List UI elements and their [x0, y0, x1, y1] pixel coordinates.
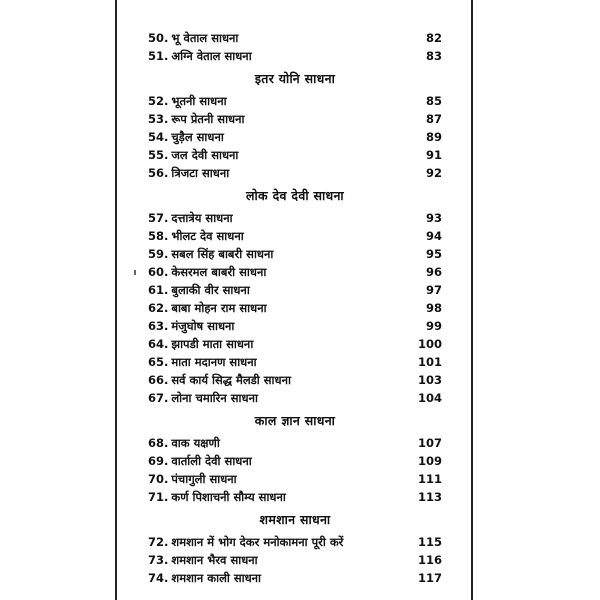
toc-entry [148, 353, 442, 371]
entry-number: 70. [148, 471, 169, 486]
entry-number: 59. [148, 246, 169, 261]
entry-number: 65. [148, 354, 169, 369]
entry-page: 104 [417, 391, 442, 405]
entry-title: केसरमल बाबरी साधना [171, 264, 267, 279]
entry-page: 89 [425, 130, 442, 144]
entry-page: 93 [425, 211, 442, 225]
entry-number: 71. [148, 489, 169, 504]
entry-title: शमशान भैरव साधना [171, 552, 258, 567]
entry-page: 100 [417, 337, 442, 351]
entry-number: 57. [148, 210, 169, 225]
section-heading: काल ज्ञान साधना [254, 413, 336, 428]
toc-entry [148, 92, 442, 110]
entry-title: वाक यक्षणी [171, 435, 220, 450]
left-border-line [115, 0, 117, 600]
entry-page: 85 [425, 94, 442, 108]
toc-entry [148, 317, 442, 335]
entry-page: 91 [425, 148, 442, 162]
toc-entry [148, 470, 442, 488]
entry-title: अग्नि वेताल साधना [171, 48, 252, 63]
toc-entry [148, 128, 442, 146]
entry-number: 61. [148, 282, 169, 297]
entry-number: 72. [148, 534, 169, 549]
toc-entry [148, 488, 442, 506]
entry-title: माता मदानण साधना [171, 354, 257, 369]
toc-entry [148, 281, 442, 299]
toc-section [148, 182, 442, 407]
right-border-line [471, 0, 473, 600]
scan-mark [134, 270, 136, 275]
entry-number: 56. [148, 165, 169, 180]
entry-number: 63. [148, 318, 169, 333]
entry-number: 74. [148, 570, 169, 585]
entry-title: भीलट देव साधना [171, 228, 244, 243]
entry-page: 115 [417, 535, 442, 549]
entry-number: 68. [148, 435, 169, 450]
toc-entry [148, 371, 442, 389]
entry-title: भू वेताल साधना [171, 30, 239, 45]
entry-title: वार्ताली देवी साधना [171, 453, 252, 468]
entry-title: बुलाकी वीर साधना [171, 282, 250, 297]
toc-section [148, 65, 442, 182]
toc-entry [148, 164, 442, 182]
toc-section [148, 407, 442, 506]
table-of-contents [148, 29, 442, 587]
toc-entry [148, 569, 442, 587]
entry-number: 62. [148, 300, 169, 315]
section-heading: शमशान साधना [259, 512, 331, 527]
entry-page: 113 [417, 490, 442, 504]
section-heading: इतर योनि साधना [254, 71, 336, 86]
entry-page: 107 [417, 436, 442, 450]
toc-entry [148, 389, 442, 407]
entry-number: 55. [148, 147, 169, 162]
entry-number: 66. [148, 372, 169, 387]
entry-title: लोना चमारिन साधना [171, 390, 258, 405]
entry-number: 52. [148, 93, 169, 108]
entry-number: 60. [148, 264, 169, 279]
toc-entry [148, 245, 442, 263]
toc-entry [148, 551, 442, 569]
entry-title: झापडी माता साधना [171, 336, 254, 351]
entry-number: 73. [148, 552, 169, 567]
entry-page: 117 [417, 571, 442, 585]
entry-title: जल देवी साधना [171, 147, 239, 162]
entry-page: 98 [425, 301, 442, 315]
entry-page: 87 [425, 112, 442, 126]
entry-number: 53. [148, 111, 169, 126]
entry-number: 54. [148, 129, 169, 144]
entry-page: 111 [417, 472, 442, 486]
entry-title: सबल सिंह बाबरी साधना [171, 246, 274, 261]
entry-page: 103 [417, 373, 442, 387]
entry-page: 99 [425, 319, 442, 333]
entry-page: 96 [425, 265, 442, 279]
entry-number: 67. [148, 390, 169, 405]
toc-entry [148, 29, 442, 47]
entry-page: 82 [425, 31, 442, 45]
entry-page: 109 [417, 454, 442, 468]
toc-entry [148, 299, 442, 317]
entry-number: 69. [148, 453, 169, 468]
toc-entry [148, 533, 442, 551]
toc-entry [148, 47, 442, 65]
entry-title: सर्व कार्य सिद्ध मैलडी साधना [171, 372, 291, 387]
toc-entry [148, 209, 442, 227]
entry-title: कर्ण पिशाचनी सौम्य साधना [171, 489, 286, 504]
toc-entry [148, 335, 442, 353]
entry-page: 101 [417, 355, 442, 369]
entry-title: पंचागुली साधना [171, 471, 237, 486]
toc-entry [148, 146, 442, 164]
entry-title: चुड़ैल साधना [171, 129, 224, 144]
entry-title: शमशान काली साधना [171, 570, 262, 585]
entry-number: 51. [148, 48, 169, 63]
entry-title: मंजुघोष साधना [171, 318, 235, 333]
toc-section [148, 506, 442, 587]
entry-title: बाबा मोहन राम साधना [171, 300, 267, 315]
entry-title: दत्तात्रेय साधना [171, 210, 233, 225]
toc-entry [148, 452, 442, 470]
entry-title: त्रिजटा साधना [171, 165, 230, 180]
entry-page: 92 [425, 166, 442, 180]
entry-page: 94 [425, 229, 442, 243]
entry-number: 64. [148, 336, 169, 351]
toc-entry [148, 263, 442, 281]
entry-title: शमशान में भोग देकर मनोकामना पूरी करें [171, 534, 344, 549]
entry-page: 83 [425, 49, 442, 63]
toc-entry [148, 227, 442, 245]
entry-page: 95 [425, 247, 442, 261]
entry-number: 58. [148, 228, 169, 243]
toc-entry [148, 434, 442, 452]
entry-number: 50. [148, 30, 169, 45]
toc-section [148, 29, 442, 65]
entry-page: 97 [425, 283, 442, 297]
toc-entry [148, 110, 442, 128]
section-heading: लोक देव देवी साधना [246, 188, 344, 203]
entry-title: रूप प्रेतनी साधना [171, 111, 245, 126]
entry-title: भूतनी साधना [171, 93, 227, 108]
entry-page: 116 [417, 553, 442, 567]
